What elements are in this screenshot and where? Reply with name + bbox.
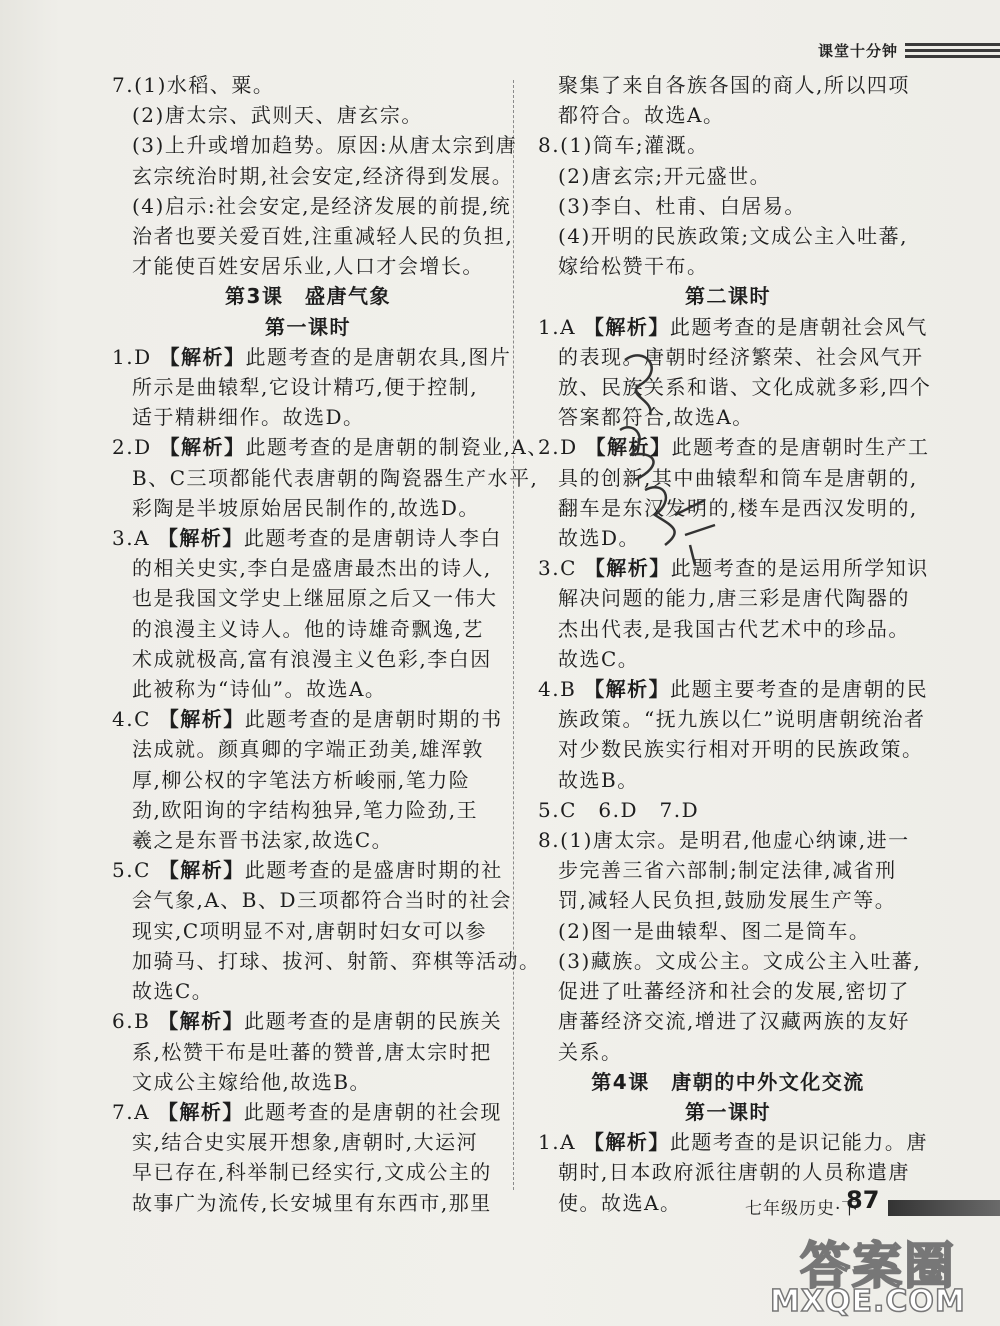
answer-line: 也是我国文学史上继屈原之后又一伟大 xyxy=(132,586,498,611)
analysis-marker: 【解析】 xyxy=(158,1009,245,1034)
answer-line: 4.B 【解析】此题主要考查的是唐朝的民 xyxy=(538,677,929,702)
answer-line: 2.D 【解析】此题考查的是唐朝时生产工 xyxy=(538,435,930,460)
section-heading: 第二课时 xyxy=(685,284,771,309)
answer-line: 厚,柳公权的字笔法方析峻丽,笔力险 xyxy=(132,767,471,792)
answer-line: 翻车是东汉发明的,楼车是西汉发明的, xyxy=(558,495,918,520)
answer-line: 适于精耕细作。故选D。 xyxy=(132,405,365,430)
answer-line: 会气象,A、B、D三项都符合当时的社会 xyxy=(132,888,513,913)
answer-line: 朝时,日本政府派往唐朝的人员称遣唐 xyxy=(558,1160,910,1185)
answer-line: 故选D。 xyxy=(558,526,641,551)
answer-line: 7.A 【解析】此题考查的是唐朝的社会现 xyxy=(112,1099,502,1124)
answer-line: (4)开明的民族政策;文成公主入吐蕃, xyxy=(558,224,908,249)
answer-line: (2)唐太宗、武则天、唐玄宗。 xyxy=(132,103,423,128)
answer-line: 的表现。唐朝时经济繁荣、社会风气开 xyxy=(558,344,924,369)
footer-book-label: 七年级历史·下 xyxy=(745,1199,860,1219)
answer-line: 5.C 6.D 7.D xyxy=(538,797,700,822)
answer-line: 劲,欧阳询的字结构独异,笔力险劲,王 xyxy=(132,797,479,822)
answer-line: 法成就。颜真卿的字端正劲美,雄浑敦 xyxy=(132,737,484,762)
answer-line: (3)上升或增加趋势。原因:从唐太宗到唐 xyxy=(132,133,518,158)
section-heading: 第3课 盛唐气象 xyxy=(225,284,391,309)
section-heading: 第4课 唐朝的中外文化交流 xyxy=(591,1069,865,1094)
answer-line: 2.D 【解析】此题考查的是唐朝的制瓷业,A、 xyxy=(112,435,549,460)
analysis-marker: 【解析】 xyxy=(583,1130,670,1155)
answer-line: 3.A 【解析】此题考查的是唐朝诗人李白 xyxy=(112,526,502,551)
answer-line: 对少数民族实行相对开明的民族政策。 xyxy=(558,737,924,762)
answer-line: 故选C。 xyxy=(558,646,640,671)
answer-line: 1.D 【解析】此题考查的是唐朝农具,图片 xyxy=(112,344,512,369)
answer-line: 现实,C项明显不对,唐朝时妇女可以参 xyxy=(132,918,488,943)
watermark-cn: 答案圈 xyxy=(800,1237,956,1295)
answer-line: 5.C 【解析】此题考查的是盛唐时期的社 xyxy=(112,858,503,883)
answer-line: 3.C 【解析】此题考查的是运用所学知识 xyxy=(538,556,929,581)
answer-line: 使。故选A。 xyxy=(558,1190,682,1215)
answer-line: 放、民族关系和谐、文化成就多彩,四个 xyxy=(558,375,932,400)
answer-line: 故选B。 xyxy=(558,767,639,792)
answer-line: 8.(1)筒车;灌溉。 xyxy=(538,133,709,158)
answer-line: 文成公主嫁给他,故选B。 xyxy=(132,1069,372,1094)
header-label: 课堂十分钟 xyxy=(818,42,899,60)
answer-line: 唐蕃经济交流,增进了汉藏两族的友好 xyxy=(558,1009,910,1034)
section-heading: 第一课时 xyxy=(685,1099,771,1124)
right-column xyxy=(538,70,932,1218)
footer-rule xyxy=(888,1200,1000,1216)
analysis-marker: 【解析】 xyxy=(584,677,671,702)
answer-line: 促进了吐蕃经济和社会的发展,密切了 xyxy=(558,979,910,1004)
answer-line: 彩陶是半坡原始居民制作的,故选D。 xyxy=(132,495,480,520)
answer-line: 聚集了来自各族各国的商人,所以四项 xyxy=(558,73,910,97)
analysis-marker: 【解析】 xyxy=(157,526,244,551)
answer-line: 具的创新,其中曲辕犁和筒车是唐朝的, xyxy=(558,465,918,490)
answer-line: 1.A 【解析】此题考查的是识记能力。唐 xyxy=(538,1130,928,1155)
answer-line: 实,结合史实展开想象,唐朝时,大运河 xyxy=(132,1130,479,1155)
analysis-marker: 【解析】 xyxy=(159,344,246,369)
answer-line: (2)唐玄宗;开元盛世。 xyxy=(558,163,772,188)
watermark-en: MXQE.COM xyxy=(770,1284,966,1319)
answer-line: 加骑马、打球、拔河、射箭、弈棋等活动。 xyxy=(132,948,541,973)
watermark-logo xyxy=(770,1226,992,1322)
answer-line: (2)图一是曲辕犁、图二是筒车。 xyxy=(558,918,871,943)
analysis-marker: 【解析】 xyxy=(159,435,246,460)
answer-line: 术成就极高,富有浪漫主义色彩,李白因 xyxy=(132,646,492,671)
answer-line: 故事广为流传,长安城里有东西市,那里 xyxy=(132,1190,492,1215)
answer-line: 杰出代表,是我国古代艺术中的珍品。 xyxy=(558,616,910,641)
answer-line: 系,松赞干布是吐蕃的赞普,唐太宗时把 xyxy=(132,1039,492,1064)
answer-line: 的相关史实,李白是盛唐最杰出的诗人, xyxy=(132,556,492,581)
answer-line: 罚,减轻人民负担,鼓励发展生产等。 xyxy=(558,888,897,913)
answer-line: (3)藏族。文成公主。文成公主入吐蕃, xyxy=(558,948,922,973)
analysis-marker: 【解析】 xyxy=(158,707,245,732)
answer-line: 玄宗统治时期,社会安定,经济得到发展。 xyxy=(132,163,514,188)
answer-line: 4.C 【解析】此题考查的是唐朝时期的书 xyxy=(112,707,503,732)
analysis-marker: 【解析】 xyxy=(585,435,672,460)
section-heading: 第一课时 xyxy=(265,314,351,339)
answer-line: 此被称为“诗仙”。故选A。 xyxy=(132,677,387,702)
analysis-marker: 【解析】 xyxy=(584,556,671,581)
answer-line: 所示是曲辕犁,它设计精巧,便于控制, xyxy=(132,375,479,400)
answer-line: 1.A 【解析】此题考查的是唐朝社会风气 xyxy=(538,314,928,339)
answer-line: 关系。 xyxy=(558,1039,623,1064)
analysis-marker: 【解析】 xyxy=(157,1099,244,1124)
header-rule xyxy=(905,40,1000,62)
answer-line: 答案都符合,故选A。 xyxy=(558,405,754,430)
answer-line: 步完善三省六部制;制定法律,减省刑 xyxy=(558,858,897,883)
answer-line: 7.(1)水稻、粟。 xyxy=(112,73,275,97)
answer-line: 才能使百姓安居乐业,人口才会增长。 xyxy=(132,254,484,279)
analysis-marker: 【解析】 xyxy=(158,858,245,883)
answer-line: 嫁给松赞干布。 xyxy=(558,254,709,279)
answer-line: (3)李白、杜甫、白居易。 xyxy=(558,193,806,218)
answer-line: 故选C。 xyxy=(132,979,214,1004)
answer-line: 治者也要关爱百姓,注重减轻人民的负担, xyxy=(132,224,514,249)
answer-line: 羲之是东晋书法家,故选C。 xyxy=(132,828,394,853)
answer-line: 8.(1)唐太宗。是明君,他虚心纳谏,进一 xyxy=(538,828,910,853)
answer-line: 早已存在,科举制已经实行,文成公主的 xyxy=(132,1160,492,1185)
page-number: 87 xyxy=(846,1186,880,1214)
answer-line: 的浪漫主义诗人。他的诗雄奇飘逸,艺 xyxy=(132,616,484,641)
left-column xyxy=(112,70,549,1218)
answer-line: B、C三项都能代表唐朝的陶瓷器生产水平, xyxy=(132,465,539,490)
answer-line: (4)启示:社会安定,是经济发展的前提,统 xyxy=(132,193,512,218)
analysis-marker: 【解析】 xyxy=(583,314,670,339)
answer-line: 都符合。故选A。 xyxy=(558,103,725,128)
answer-line: 6.B 【解析】此题考查的是唐朝的民族关 xyxy=(112,1009,503,1034)
answer-line: 解决问题的能力,唐三彩是唐代陶器的 xyxy=(558,586,910,611)
answer-line: 族政策。“抚九族以仁”说明唐朝统治者 xyxy=(558,707,926,732)
